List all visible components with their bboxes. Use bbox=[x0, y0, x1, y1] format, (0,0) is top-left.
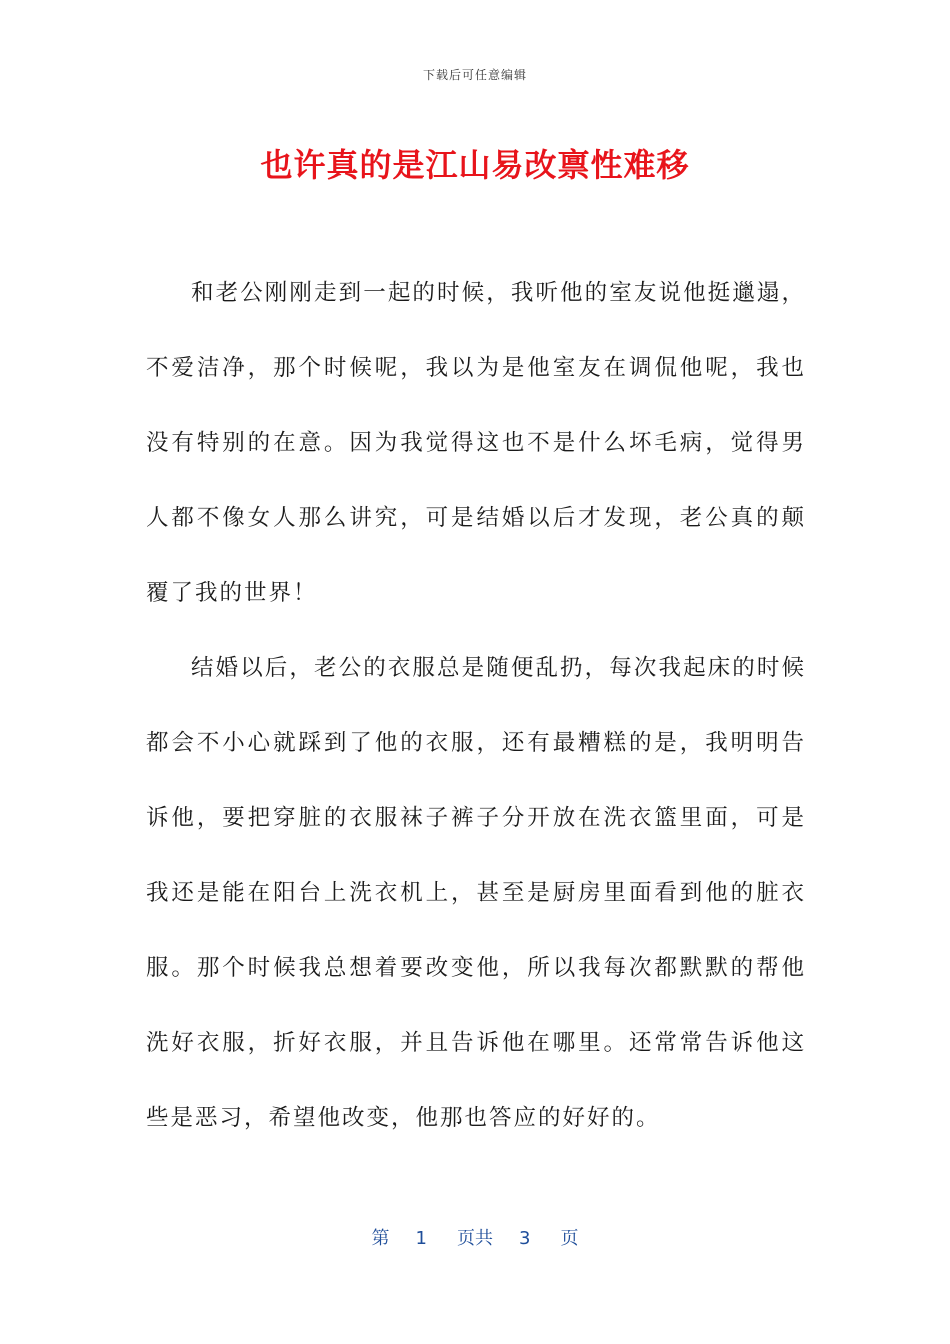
page-footer bbox=[0, 1224, 950, 1250]
paragraph-1: 和老公刚刚走到一起的时候，我听他的室友说他挺邋遢，不爱洁净，那个时候呢，我以为是他室友在调侃他呢，我也没有特别的在意。因为我觉得这也不是什么坏毛病，觉得男人都不像女人那么讲究，可是结婚以后才发现，老公真的颠覆了我的世界！ bbox=[146, 280, 806, 606]
footer-middle: 页共 bbox=[457, 1228, 493, 1249]
paragraph-2: 结婚以后，老公的衣服总是随便乱扔，每次我起床的时候都会不小心就踩到了他的衣服，还有最糟糕的是，我明明告诉他，要把穿脏的衣服袜子裤子分开放在洗衣篮里面，可是我还是能在阳台上洗衣机上，甚至是厨房里面看到他的脏衣服。那个时候我总想着要改变他，所以我每次都默默的帮他洗好衣服，折好衣服，并且告诉他在哪里。还常常告诉他这些是恶习，希望他改变，他那也答应的好好的。 bbox=[146, 655, 806, 1131]
document-title: 也许真的是江山易改禀性难移 bbox=[260, 146, 690, 184]
footer-suffix: 页 bbox=[560, 1228, 579, 1249]
header-note: 下载后可任意编辑 bbox=[422, 68, 527, 82]
footer-total-pages: 3 bbox=[519, 1228, 531, 1249]
footer-prefix: 第 bbox=[371, 1228, 390, 1249]
document-body bbox=[146, 256, 806, 1156]
footer-current-page: 1 bbox=[415, 1228, 427, 1249]
